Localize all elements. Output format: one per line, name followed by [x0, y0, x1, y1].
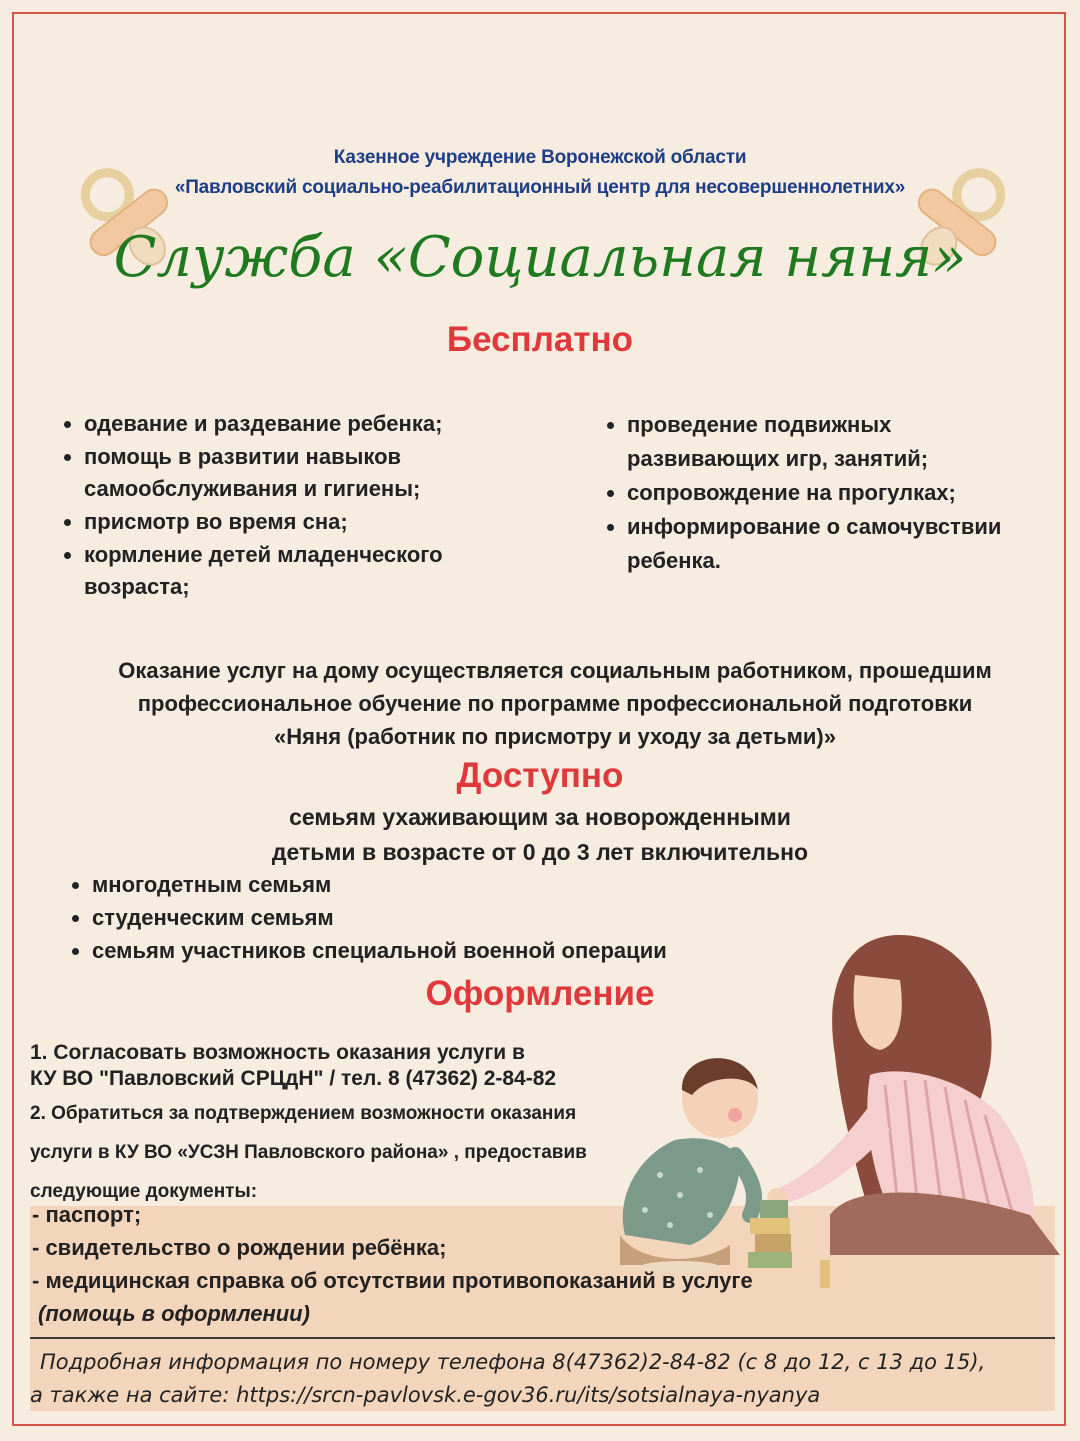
- registration-steps: [30, 1040, 730, 1209]
- free-services-left-list: [64, 408, 504, 604]
- list-item: многодетным семьям: [72, 868, 792, 901]
- list-item: информирование о самочувствии ребенка.: [607, 510, 1047, 578]
- list-item: одевание и раздевание ребенка;: [64, 408, 504, 440]
- step-1-line: 1. Согласовать возможность оказания услуги в: [30, 1041, 525, 1064]
- contact-website-line[interactable]: а также на сайте: https://srcn-pavlovsk.e-gov36.ru/its/sotsialnaya-nyanya: [30, 1383, 821, 1407]
- contact-phone-line: Подробная информация по номеру телефона 8(47362)2-84-82 (с 8 до 12, с 13 до 15),: [40, 1350, 986, 1374]
- service-title: Служба «Социальная няня»: [113, 225, 967, 290]
- list-item: проведение подвижных развивающих игр, занятий;: [607, 408, 1047, 476]
- free-services-right-list: [607, 408, 1047, 578]
- document-item: - свидетельство о рождении ребёнка;: [32, 1235, 447, 1260]
- step-1-line: КУ ВО "Павловский СРЦдН" / тел. 8 (47362) 2-84-82: [30, 1067, 557, 1090]
- services-note-line: Оказание услуг на дому осуществляется социальным работником, прошедшим: [118, 658, 992, 683]
- step-2-line: следующие документы:: [30, 1181, 258, 1202]
- free-heading: Бесплатно: [446, 320, 634, 359]
- divider: [30, 1337, 1055, 1339]
- organization-name: [0, 143, 1080, 203]
- step-2-line: 2. Обратиться за подтверждением возможности оказания: [30, 1103, 577, 1124]
- available-heading: Доступно: [456, 756, 624, 795]
- step-2-line: услуги в КУ ВО «УСЗН Павловского района» , предоставив: [30, 1142, 587, 1163]
- available-line: семьям ухаживающим за новорожденными: [289, 804, 791, 830]
- list-item: сопровождение на прогулках;: [607, 476, 1047, 510]
- registration-heading: Оформление: [425, 974, 655, 1013]
- contact-info: [30, 1346, 1055, 1412]
- services-note: [50, 654, 1060, 753]
- document-item: - медицинская справка об отсутствии противопоказаний в услуге: [32, 1268, 753, 1293]
- services-note-line: профессиональное обучение по программе профессиональной подготовки: [137, 691, 973, 716]
- document-item: - паспорт;: [32, 1202, 142, 1227]
- required-documents: [32, 1198, 932, 1330]
- list-item: семьям участников специальной военной операции: [72, 934, 792, 967]
- list-item: присмотр во время сна;: [64, 506, 504, 538]
- available-description: [0, 800, 1080, 870]
- org-line-1: Казенное учреждение Воронежской области: [333, 147, 747, 168]
- available-line: детьми в возрасте от 0 до 3 лет включительно: [271, 839, 809, 865]
- services-note-line: «Няня (работник по присмотру и уходу за детьми)»: [274, 724, 836, 749]
- list-item: кормление детей младенческого возраста;: [64, 539, 504, 603]
- help-note: (помощь в оформлении): [38, 1301, 310, 1326]
- list-item: помощь в развитии навыков самообслуживания и гигиены;: [64, 441, 504, 505]
- list-item: студенческим семьям: [72, 901, 792, 934]
- org-line-2: «Павловский социально-реабилитационный центр для несовершеннолетних»: [174, 177, 906, 198]
